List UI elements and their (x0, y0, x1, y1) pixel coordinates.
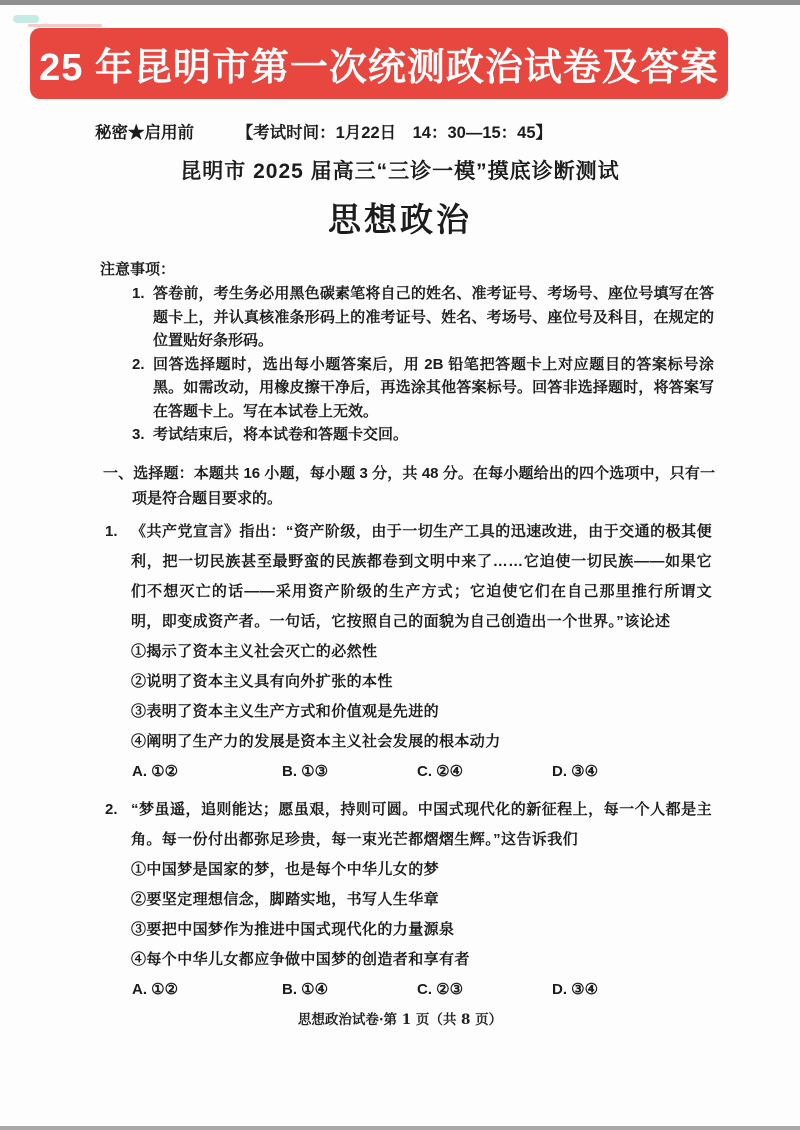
subject-title: 思想政治 (328, 201, 472, 238)
banner-title: 25 年昆明市第一次统测政治试卷及答案 (39, 47, 719, 89)
question-stem-row (105, 517, 712, 637)
notice-item-number: 3. (132, 426, 145, 443)
choice-a: A. ①② (132, 763, 179, 780)
notice-item-number: 2. (132, 355, 145, 373)
question-option: ④阐明了生产力的发展是资本主义社会发展的根本动力 (131, 733, 501, 750)
choice-row (105, 975, 712, 1005)
notice-item-text: 答卷前，考生务必用黑色碳素笔将自己的姓名、准考证号、考场号、座位号填写在答题卡上，并认真核准条形码上的准考证号、姓名、考场号、座位号及科目，在规定的位置贴好条形码。 (153, 285, 714, 349)
notice-item (100, 282, 714, 353)
choice-c: C. ②③ (417, 981, 464, 998)
notice-section (100, 258, 714, 447)
scan-artifact-smudge (28, 24, 102, 27)
choice-d: D. ③④ (552, 763, 599, 780)
question-option: ②说明了资本主义具有向外扩张的本性 (131, 673, 393, 690)
question-option: ④每个中华儿女都应争做中国梦的创造者和享有者 (131, 951, 470, 968)
notice-item-text: 回答选择题时，选出每小题答案后，用 2B 铅笔把答题卡上对应题目的答案标号涂黑。如需改动，用橡皮擦干净后，再选涂其他答案标号。回答非选择题时，将答案写在答题卡上。写在本试卷上无效。 (153, 355, 714, 420)
page-top-edge (0, 0, 800, 5)
choice-c: C. ②④ (417, 763, 464, 780)
question-number: 1. (105, 523, 118, 540)
question-number: 2. (105, 801, 118, 818)
exam-title: 昆明市 2025 届高三“三诊一模”摸底诊断测试 (180, 160, 620, 183)
scan-artifact-mark (13, 15, 39, 23)
question-stem-row (105, 795, 712, 855)
section-heading: 一、选择题：本题共 16 小题，每小题 3 分，共 48 分。在每小题给出的四个选项中，只有一项是符合题目要求的。 (103, 465, 715, 507)
title-banner (30, 28, 728, 99)
question-1 (105, 517, 712, 787)
question-option: ③要把中国梦作为推进中国式现代化的力量源泉 (131, 921, 455, 938)
notice-item-text: 考试结束后，将本试卷和答题卡交回。 (153, 426, 409, 443)
choice-b: B. ①④ (282, 981, 329, 998)
question-stem: “梦虽遥，追则能达；愿虽艰，持则可圆。中国式现代化的新征程上，每一个人都是主角。每一份付出都弥足珍贵，每一束光芒都熠熠生辉。”这告诉我们 (131, 801, 712, 848)
choice-d: D. ③④ (552, 981, 599, 998)
choice-row (105, 757, 712, 787)
question-option: ③表明了资本主义生产方式和价值观是先进的 (131, 703, 440, 720)
question-stem: 《共产党宣言》指出：“资产阶级，由于一切生产工具的迅速改进，由于交通的极其便利，把一切民族甚至最野蛮的民族都卷到文明中来了……它迫使一切民族——如果它们不想灭亡的话——采用资产阶级的生产方式；它迫使它们在自己那里推行所谓文明，即变成资产者。一句话，它按照自己的面貌为自己创造出一个世界。”该论述 (131, 523, 712, 630)
secrecy-label: 秘密★启用前 (95, 124, 194, 142)
notice-item-number: 1. (132, 285, 145, 302)
exam-time-label: 【考试时间：1月22日 14：30—15：45】 (236, 124, 553, 142)
page-bottom-edge (0, 1126, 800, 1130)
question-option: ①中国梦是国家的梦，也是每个中华儿女的梦 (131, 861, 440, 878)
question-2 (105, 795, 712, 1005)
page-footer: 思想政治试卷·第 1 页（共 8 页） (297, 1012, 503, 1028)
choice-a: A. ①② (132, 981, 179, 998)
notice-item (100, 423, 714, 447)
question-option: ②要坚定理想信念，脚踏实地，书写人生华章 (131, 891, 440, 908)
choice-b: B. ①③ (282, 763, 329, 780)
question-list (105, 517, 712, 1005)
notice-heading: 注意事项： (100, 261, 176, 278)
meta-row (95, 122, 552, 144)
question-option: ①揭示了资本主义社会灭亡的必然性 (131, 643, 378, 660)
notice-item (100, 353, 714, 424)
